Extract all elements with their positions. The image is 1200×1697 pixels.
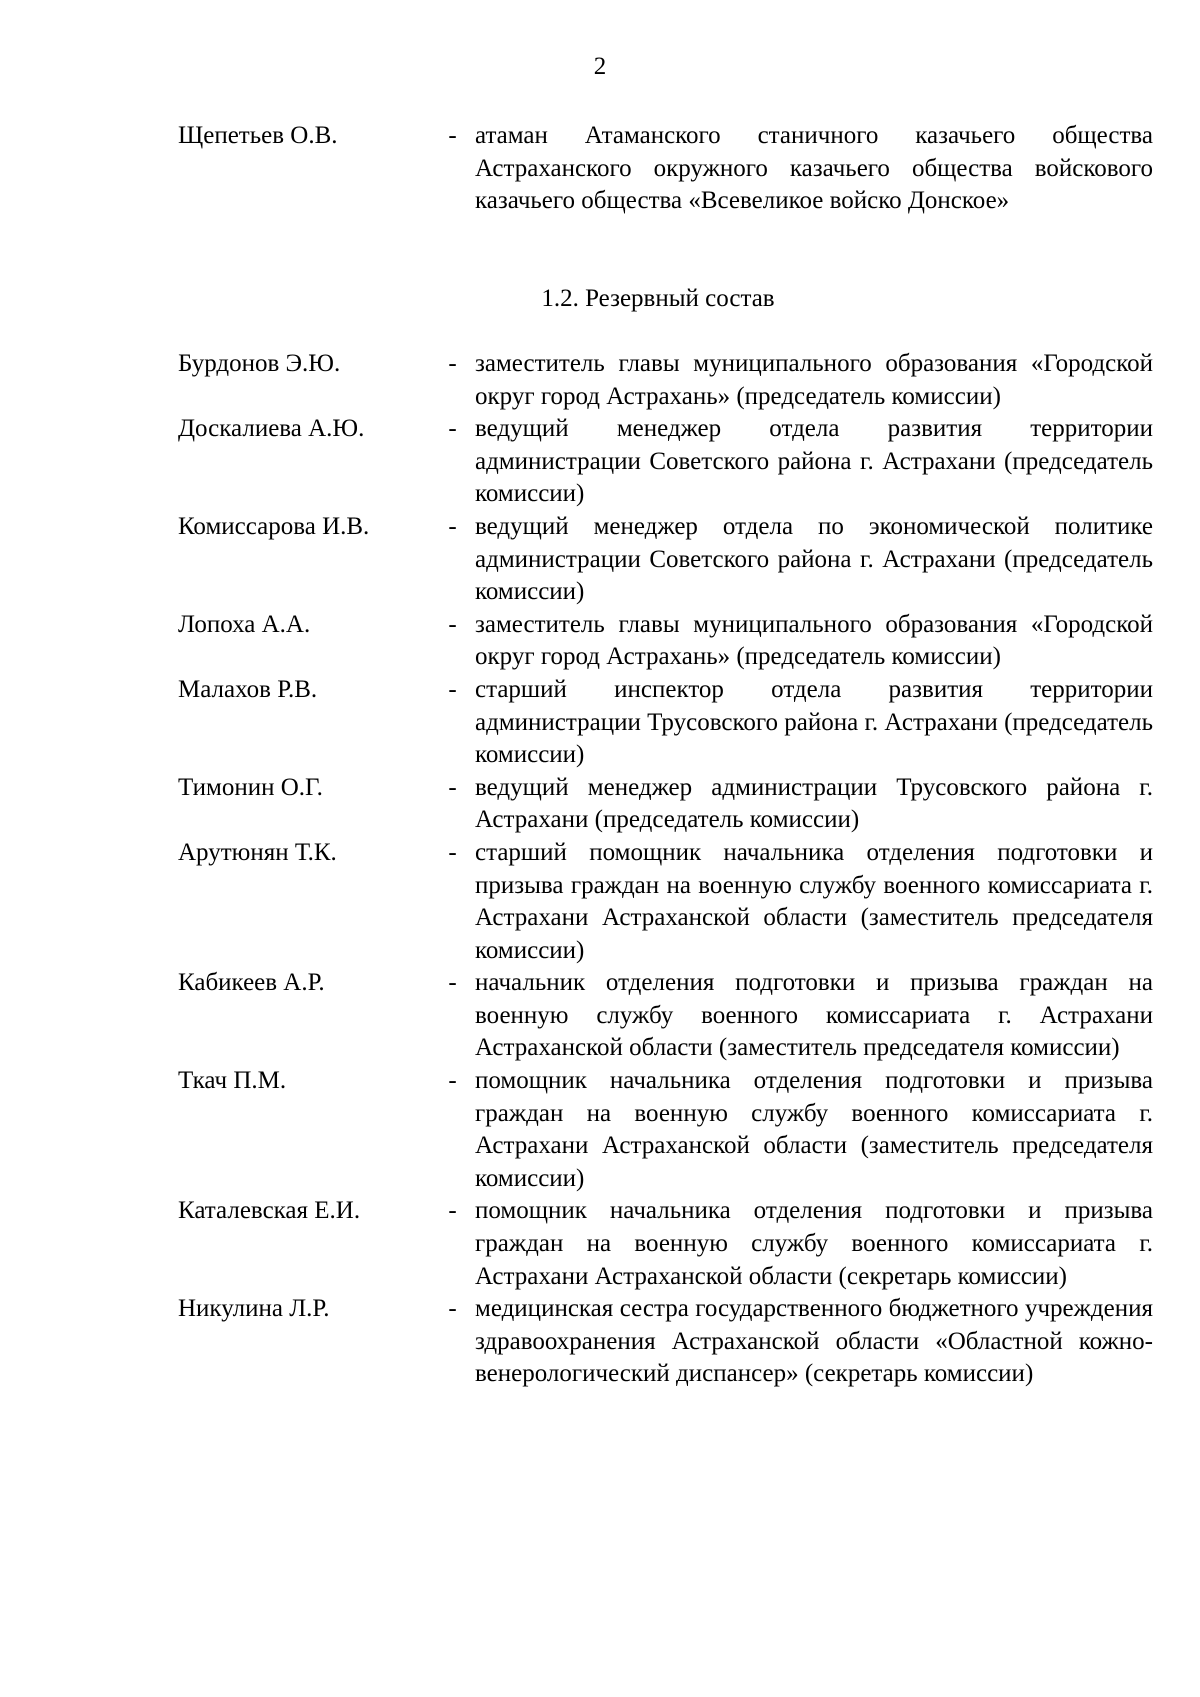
member-dash: - (448, 773, 457, 801)
member-description: ведущий менеджер администрации Трусовского района г. Астрахани (председатель комиссии) (475, 773, 1153, 834)
member-dash: - (448, 969, 457, 997)
member-name: Доскалиева А.Ю. (178, 415, 365, 443)
member-dash: - (448, 1067, 457, 1095)
member-row (178, 609, 1160, 674)
member-name: Комиссарова И.В. (178, 512, 370, 540)
member-description: старший инспектор отдела развития территории администрации Трусовского района г. Астрахани (председатель комиссии) (475, 675, 1153, 769)
member-dash: - (448, 675, 457, 703)
member-name: Никулина Л.Р. (178, 1295, 330, 1323)
member-name: Арутюнян Т.К. (178, 838, 337, 866)
member-name: Кабикеев А.Р. (178, 969, 325, 997)
member-description: атаман Атаманского станичного казачьего общества Астраханского окружного казачьего общества войскового казачьего общества «Всевеликое войско Донское» (475, 122, 1153, 215)
member-description: ведущий менеджер отдела по экономической политике администрации Советского района г. Астрахани (председатель комиссии) (475, 512, 1153, 606)
member-dash: - (448, 512, 457, 540)
member-description: заместитель главы муниципального образования «Городской округ город Астрахань» (председатель комиссии) (475, 350, 1153, 410)
member-row (178, 511, 1160, 609)
member-name: Бурдонов Э.Ю. (178, 350, 341, 377)
member-dash: - (448, 1295, 457, 1323)
section-heading: 1.2. Резервный состав (541, 285, 775, 312)
member-row (178, 1293, 1160, 1391)
member-row (178, 1195, 1160, 1293)
member-description: помощник начальника отделения подготовки и призыва граждан на военную службу военного комиссариата г. Астрахани Астраханской области (секретарь комиссии) (475, 1197, 1153, 1290)
member-row (178, 1065, 1160, 1195)
member-name: Каталевская Е.И. (178, 1197, 361, 1225)
member-dash: - (448, 1197, 457, 1225)
member-description: старший помощник начальника отделения подготовки и призыва граждан на военную службу военного комиссариата г. Астрахани Астраханской области (заместитель председателя комиссии) (475, 838, 1153, 964)
member-description: ведущий менеджер отдела развития территории администрации Советского района г. Астрахани (председатель комиссии) (475, 415, 1153, 508)
member-name: Малахов Р.В. (178, 675, 318, 703)
member-description: начальник отделения подготовки и призыва граждан на военную службу военного комиссариата г. Астрахани Астраханской области (заместитель председателя комиссии) (475, 969, 1153, 1062)
member-dash: - (448, 610, 457, 638)
member-dash: - (448, 838, 457, 866)
member-dash: - (448, 350, 457, 377)
member-name: Щепетьев О.В. (178, 122, 338, 149)
member-description: медицинская сестра государственного бюджетного учреждения здравоохранения Астраханской области «Областной кожно-венерологический диспансер» (секретарь комиссии) (475, 1295, 1153, 1388)
member-row (178, 967, 1160, 1065)
member-description: помощник начальника отделения подготовки и призыва граждан на военную службу военного комиссариата г. Астрахани Астраханской области (заместитель председателя комиссии) (475, 1067, 1153, 1192)
member-row (178, 120, 1160, 218)
member-name: Лопоха А.А. (178, 610, 311, 638)
page-number: 2 (593, 53, 607, 80)
member-description: заместитель главы муниципального образования «Городской округ город Астрахань» (председатель комиссии) (475, 610, 1153, 671)
top-member-list (178, 120, 1160, 218)
reserve-member-list (178, 348, 1160, 1391)
member-row (178, 413, 1160, 511)
member-row (178, 837, 1160, 967)
member-row (178, 348, 1160, 413)
member-dash: - (448, 415, 457, 443)
member-name: Тимонин О.Г. (178, 773, 323, 801)
member-row (178, 772, 1160, 837)
member-name: Ткач П.М. (178, 1067, 287, 1095)
member-row (178, 674, 1160, 772)
member-dash: - (448, 122, 457, 149)
